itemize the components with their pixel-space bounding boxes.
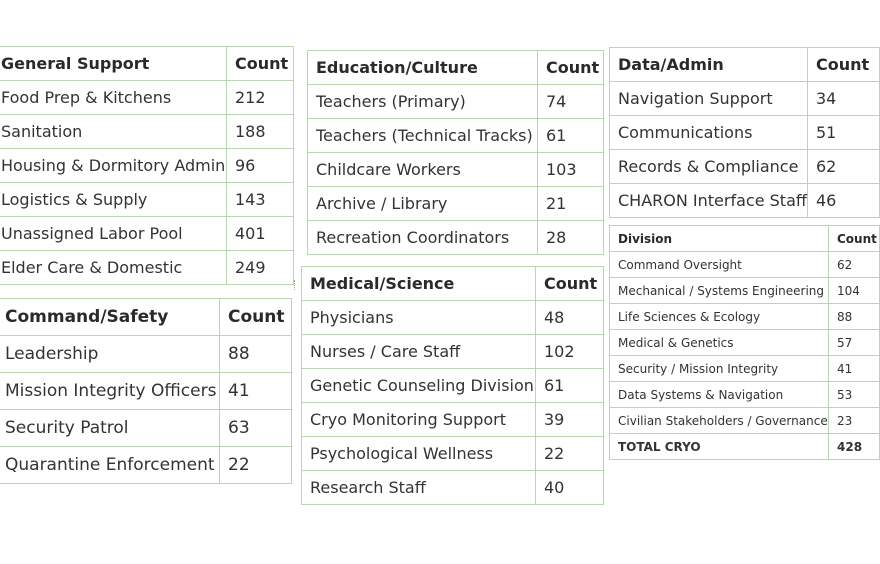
table-cell[interactable]: Psychological Wellness [302,437,536,471]
table-cell[interactable]: 63 [220,410,292,447]
column-header: Count [538,51,604,85]
table-cell[interactable]: 103 [538,153,604,187]
table-row [610,116,880,150]
cell-resize-marker [294,280,297,290]
table-cell[interactable]: Quarantine Enforcement [0,447,220,484]
table-cell[interactable]: 46 [808,184,880,218]
table-header-row [0,299,292,336]
table-row [610,304,880,330]
table-cell[interactable]: Records & Compliance [610,150,808,184]
table-cell[interactable]: 57 [829,330,880,356]
general-support-table [0,46,294,285]
table-cell[interactable]: 23 [829,408,880,434]
table-cell[interactable]: Cryo Monitoring Support [302,403,536,437]
table-cell[interactable]: Unassigned Labor Pool [0,217,227,251]
table-row [0,183,294,217]
table-row [0,447,292,484]
table-row [0,336,292,373]
table-cell[interactable]: Food Prep & Kitchens [0,81,227,115]
column-header: Count [227,47,294,81]
table-cell[interactable]: Communications [610,116,808,150]
column-header: Data/Admin [610,48,808,82]
table-cell[interactable]: Genetic Counseling Division [302,369,536,403]
table-row [0,410,292,447]
table-header-row [610,48,880,82]
table-cell[interactable]: 41 [220,373,292,410]
data-admin-table [609,47,880,218]
table-cell[interactable]: Teachers (Primary) [308,85,538,119]
table-cell[interactable]: Leadership [0,336,220,373]
table-row [610,150,880,184]
table-row [308,221,604,255]
table-row [610,278,880,304]
table-row [0,149,294,183]
table-cell[interactable]: 48 [536,301,604,335]
table-row [302,335,604,369]
table-cell[interactable]: Medical & Genetics [610,330,829,356]
table-cell[interactable]: Command Oversight [610,252,829,278]
table-cell[interactable]: 401 [227,217,294,251]
table-cell[interactable]: 51 [808,116,880,150]
table-row [308,187,604,221]
table-row [308,119,604,153]
table-cell[interactable]: 21 [538,187,604,221]
table-cell[interactable]: 143 [227,183,294,217]
column-header: Count [536,267,604,301]
table-cell[interactable]: 249 [227,251,294,285]
table-row [308,85,604,119]
table-cell[interactable]: 40 [536,471,604,505]
table-row [0,81,294,115]
table-row [610,330,880,356]
table-cell[interactable]: 62 [808,150,880,184]
table-row [302,471,604,505]
column-header: Medical/Science [302,267,536,301]
table-row [610,356,880,382]
table-cell[interactable]: Mechanical / Systems Engineering [610,278,829,304]
education-culture-table [307,50,604,255]
table-row [610,252,880,278]
table-cell[interactable]: 22 [536,437,604,471]
table-cell[interactable]: 53 [829,382,880,408]
table-cell[interactable]: Recreation Coordinators [308,221,538,255]
column-header: Command/Safety [0,299,220,336]
table-cell[interactable]: 428 [829,434,880,460]
table-row [302,437,604,471]
table-header-row [610,226,880,252]
table-row [0,251,294,285]
table-row [0,217,294,251]
table-cell[interactable]: Childcare Workers [308,153,538,187]
column-header: Division [610,226,829,252]
table-cell[interactable]: 22 [220,447,292,484]
table-cell[interactable]: Teachers (Technical Tracks) [308,119,538,153]
table-cell[interactable]: 188 [227,115,294,149]
table-cell[interactable]: 104 [829,278,880,304]
medical-science-table [301,266,604,505]
table-cell[interactable]: Mission Integrity Officers [0,373,220,410]
table-cell[interactable]: Civilian Stakeholders / Governance [610,408,829,434]
table-cell[interactable]: CHARON Interface Staff [610,184,808,218]
table-cell[interactable]: TOTAL CRYO [610,434,829,460]
table-cell[interactable]: Data Systems & Navigation [610,382,829,408]
table-cell[interactable]: 39 [536,403,604,437]
table-cell[interactable]: 88 [220,336,292,373]
column-header: Count [808,48,880,82]
column-header: Education/Culture [308,51,538,85]
table-row [610,382,880,408]
table-header-row [302,267,604,301]
table-cell[interactable]: 61 [538,119,604,153]
table-cell[interactable]: 61 [536,369,604,403]
table-cell[interactable]: Life Sciences & Ecology [610,304,829,330]
table-row [610,184,880,218]
command-safety-table [0,298,292,484]
table-header-row [308,51,604,85]
table-row [610,82,880,116]
table-cell[interactable]: 74 [538,85,604,119]
table-cell[interactable]: Physicians [302,301,536,335]
total-row [610,434,880,460]
table-cell[interactable]: 34 [808,82,880,116]
table-row [302,369,604,403]
column-header: Count [220,299,292,336]
table-row [302,403,604,437]
table-cell[interactable]: Nurses / Care Staff [302,335,536,369]
table-header-row [0,47,294,81]
column-header: General Support [0,47,227,81]
column-header: Count [829,226,880,252]
table-cell[interactable]: 88 [829,304,880,330]
table-cell[interactable]: 41 [829,356,880,382]
table-cell[interactable]: Security / Mission Integrity [610,356,829,382]
table-cell[interactable]: Logistics & Supply [0,183,227,217]
table-cell[interactable]: 212 [227,81,294,115]
table-cell[interactable]: 102 [536,335,604,369]
table-row [302,301,604,335]
table-cell[interactable]: Security Patrol [0,410,220,447]
table-cell[interactable]: Research Staff [302,471,536,505]
table-row [610,408,880,434]
table-cell[interactable]: 28 [538,221,604,255]
table-cell[interactable]: Elder Care & Domestic [0,251,227,285]
table-cell[interactable]: Navigation Support [610,82,808,116]
table-row [0,115,294,149]
table-cell[interactable]: 96 [227,149,294,183]
table-cell[interactable]: 62 [829,252,880,278]
division-summary-table [609,225,880,460]
table-cell[interactable]: Housing & Dormitory Admin [0,149,227,183]
table-cell[interactable]: Archive / Library [308,187,538,221]
table-row [0,373,292,410]
table-cell[interactable]: Sanitation [0,115,227,149]
table-row [308,153,604,187]
